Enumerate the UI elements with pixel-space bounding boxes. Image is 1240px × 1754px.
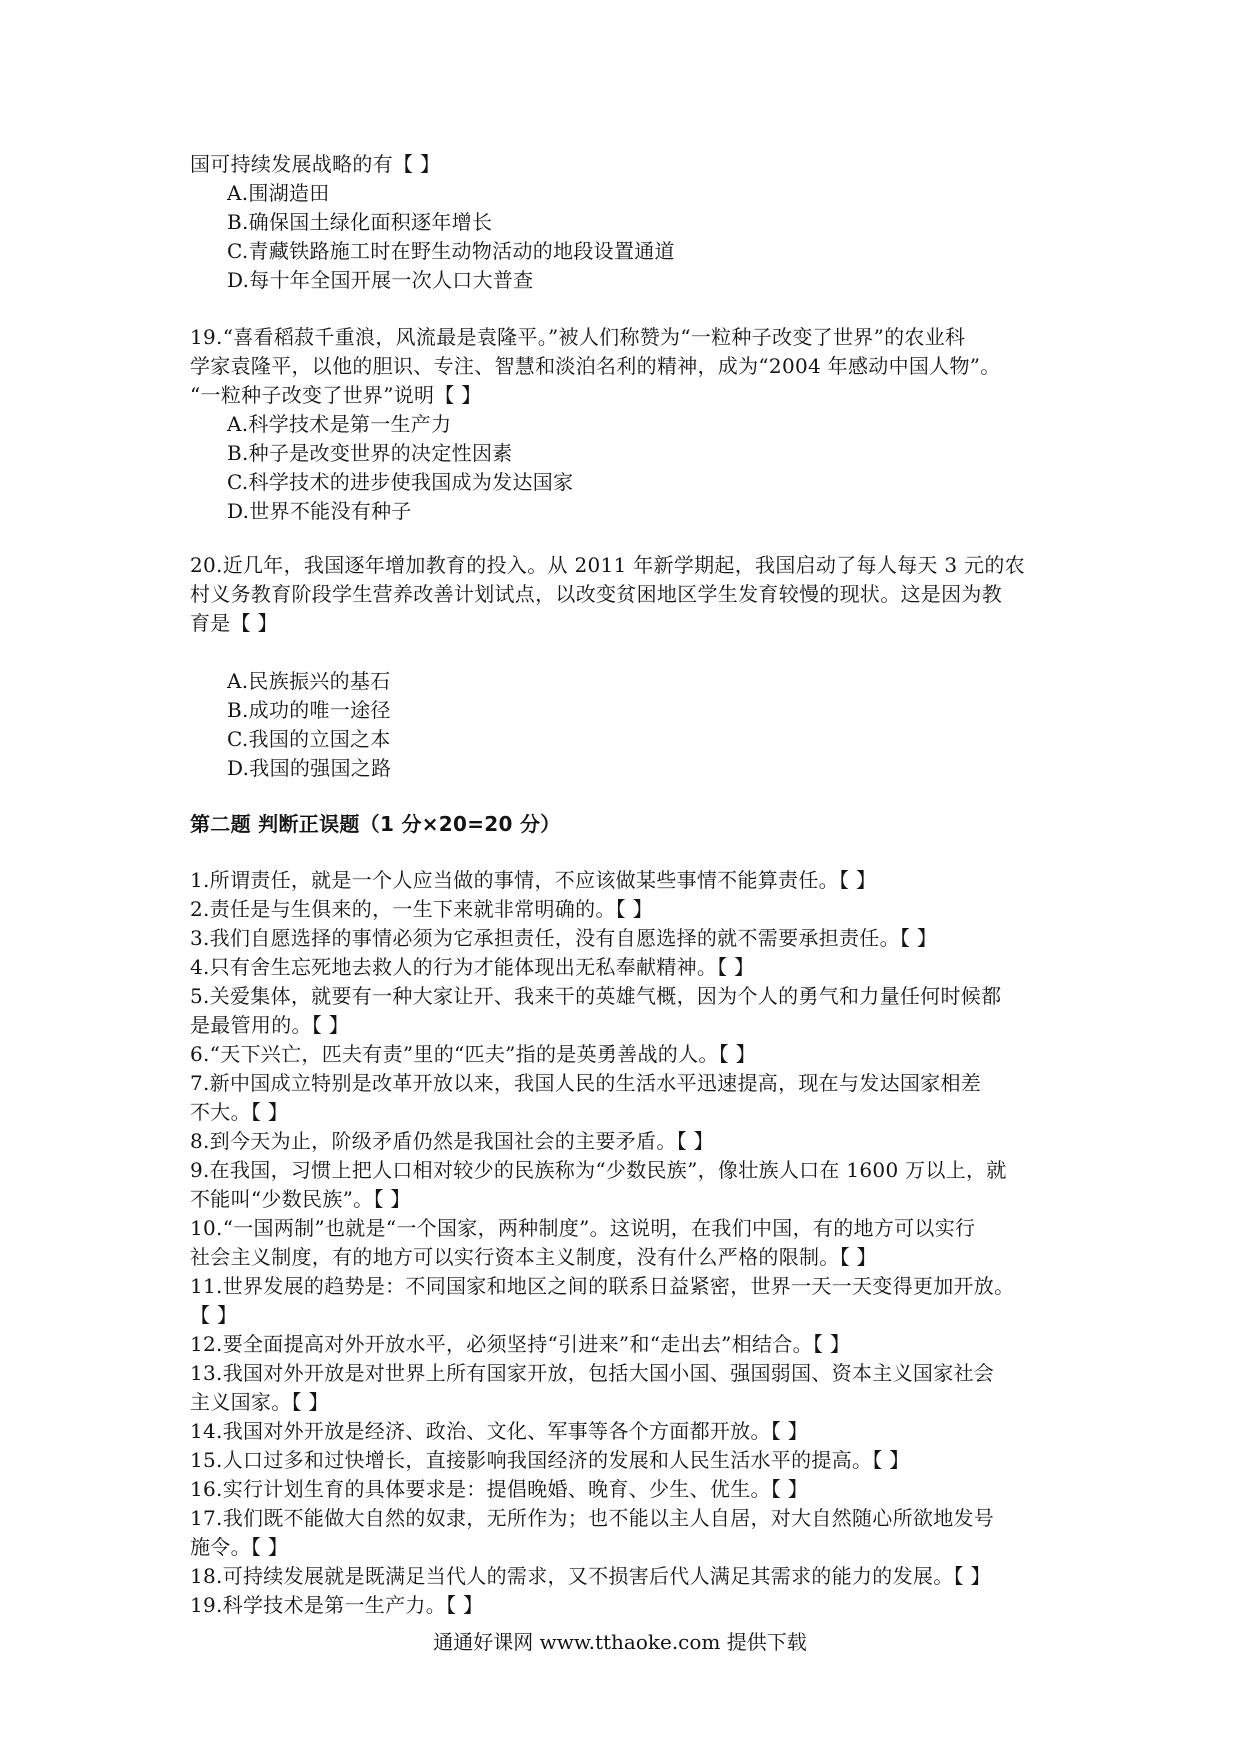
option-a: A.围湖造田 — [227, 181, 330, 205]
question-stem-line: 19.“喜看稻菽千重浪，风流最是袁隆平。”被人们称赞为“一粒种子改变了世界”的农业科 — [190, 325, 966, 349]
page-footer: 通通好课网 www.tthaoke.com 提供下载 — [433, 1630, 807, 1654]
judgment-line: 社会主义制度，有的地方可以实行资本主义制度，没有什么严格的限制。【 】 — [190, 1245, 877, 1269]
judgment-line: 施令。【 】 — [190, 1535, 289, 1559]
judgment-line: 13.我国对外开放是对世界上所有国家开放，包括大国小国、强国弱国、资本主义国家社会 — [190, 1361, 995, 1385]
option-a: A.民族振兴的基石 — [227, 669, 391, 693]
judgment-line: 【 】 — [190, 1303, 238, 1327]
option-c: C.我国的立国之本 — [227, 727, 391, 751]
option-c: C.科学技术的进步使我国成为发达国家 — [227, 470, 574, 494]
question-stem-line: 学家袁隆平，以他的胆识、专注、智慧和淡泊名利的精神，成为“2004 年感动中国人物”。 — [190, 354, 1001, 378]
question-stem-line: 20.近几年，我国逐年增加教育的投入。从 2011 年新学期起，我国启动了每人每天 3 元的农 — [190, 553, 1025, 577]
question-stem-line: 国可持续发展战略的有【 】 — [190, 152, 441, 176]
judgment-line: 19.科学技术是第一生产力。【 】 — [190, 1593, 484, 1617]
judgment-line: 11.世界发展的趋势是：不同国家和地区之间的联系日益紧密，世界一天一天变得更加开放。 — [190, 1274, 1015, 1298]
option-d: D.世界不能没有种子 — [227, 499, 412, 523]
judgment-line: 4.只有舍生忘死地去救人的行为才能体现出无私奉献精神。【 】 — [190, 955, 755, 979]
judgment-line: 10.“一国两制”也就是“一个国家，两种制度”。这说明，在我们中国，有的地方可以实行 — [190, 1216, 976, 1240]
section-heading: 第二题 判断正误题（1 分×20=20 分） — [190, 812, 561, 836]
judgment-line: 18.可持续发展就是既满足当代人的需求，又不损害后代人满足其需求的能力的发展。【 】 — [190, 1564, 991, 1588]
judgment-line: 17.我们既不能做大自然的奴隶，无所作为；也不能以主人自居，对大自然随心所欲地发号 — [190, 1506, 995, 1530]
judgment-line: 是最管用的。【 】 — [190, 1013, 350, 1037]
judgment-line: 不能叫“少数民族”。【 】 — [190, 1187, 411, 1211]
option-a: A.科学技术是第一生产力 — [227, 412, 452, 436]
question-stem-line: 村义务教育阶段学生营养改善计划试点，以改变贫困地区学生发育较慢的现状。这是因为教 — [190, 582, 1002, 606]
judgment-line: 主义国家。【 】 — [190, 1390, 329, 1414]
judgment-line: 1.所谓责任，就是一个人应当做的事情，不应该做某些事情不能算责任。【 】 — [190, 868, 877, 892]
question-stem-line: 育是【 】 — [190, 611, 278, 635]
judgment-line: 15.人口过多和过快增长，直接影响我国经济的发展和人民生活水平的提高。【 】 — [190, 1448, 910, 1472]
option-c: C.青藏铁路施工时在野生动物活动的地段设置通道 — [227, 239, 675, 263]
option-b: B.成功的唯一途径 — [227, 698, 391, 722]
option-b: B.种子是改变世界的决定性因素 — [227, 441, 513, 465]
judgment-line: 14.我国对外开放是经济、政治、文化、军事等各个方面都开放。【 】 — [190, 1419, 809, 1443]
judgment-line: 6.“天下兴亡，匹夫有责”里的“匹夫”指的是英勇善战的人。【 】 — [190, 1042, 756, 1066]
judgment-line: 9.在我国，习惯上把人口相对较少的民族称为“少数民族”，像壮族人口在 1600 万以上，就 — [190, 1158, 1007, 1182]
judgment-line: 不大。【 】 — [190, 1100, 289, 1124]
judgment-line: 16.实行计划生育的具体要求是：提倡晚婚、晚育、少生、优生。【 】 — [190, 1477, 809, 1501]
judgment-line: 5.关爱集体，就要有一种大家让开、我来干的英雄气概，因为个人的勇气和力量任何时候都 — [190, 984, 1002, 1008]
judgment-line: 2.责任是与生俱来的，一生下来就非常明确的。【 】 — [190, 897, 653, 921]
option-d: D.每十年全国开展一次人口大普查 — [227, 268, 534, 292]
question-stem-line: “一粒种子改变了世界”说明【 】 — [190, 383, 482, 407]
judgment-line: 12.要全面提高对外开放水平，必须坚持“引进来”和“走出去”相结合。【 】 — [190, 1332, 851, 1356]
option-d: D.我国的强国之路 — [227, 756, 392, 780]
judgment-line: 7.新中国成立特别是改革开放以来，我国人民的生活水平迅速提高，现在与发达国家相差 — [190, 1071, 982, 1095]
option-b: B.确保国土绿化面积逐年增长 — [227, 210, 493, 234]
judgment-line: 3.我们自愿选择的事情必须为它承担责任，没有自愿选择的就不需要承担责任。【 】 — [190, 926, 938, 950]
judgment-line: 8.到今天为止，阶级矛盾仍然是我国社会的主要矛盾。【 】 — [190, 1129, 714, 1153]
